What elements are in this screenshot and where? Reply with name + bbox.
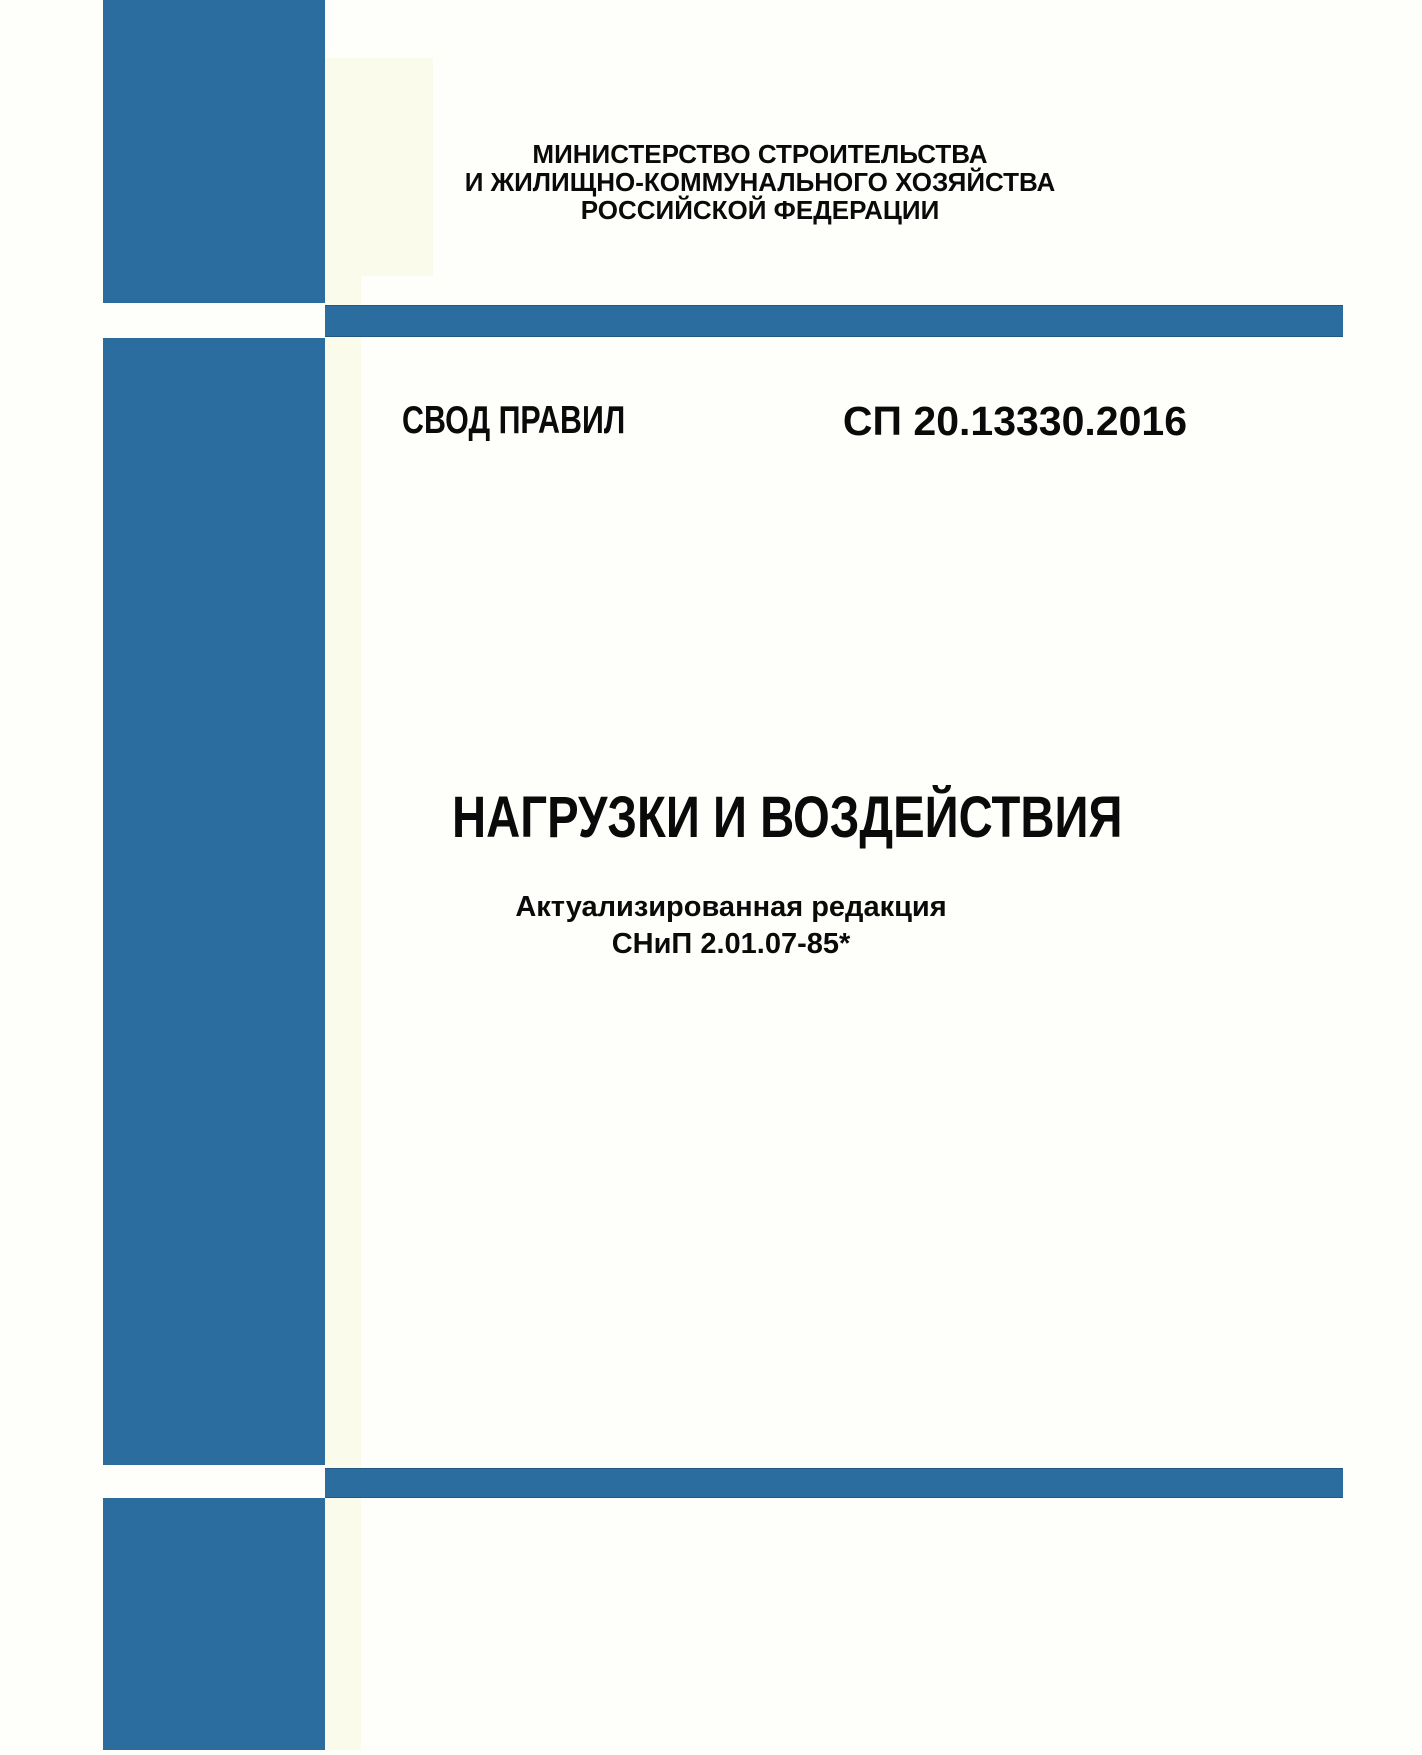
- document-type-label: СВОД ПРАВИЛ: [402, 399, 626, 442]
- ministry-line-3: РОССИЙСКОЙ ФЕДЕРАЦИИ: [580, 195, 940, 225]
- left-accent-bar-bottom: [103, 1498, 325, 1750]
- bottom-rule-bar: [325, 1468, 1343, 1498]
- ministry-line-1: МИНИСТЕРСТВО СТРОИТЕЛЬСТВА: [532, 139, 988, 169]
- subtitle-line-1: Актуализированная редакция: [515, 891, 947, 923]
- document-title: НАГРУЗКИ И ВОЗДЕЙСТВИЯ: [452, 785, 1123, 850]
- ministry-line-2: И ЖИЛИЩНО-КОММУНАЛЬНОГО ХОЗЯЙСТВА: [464, 167, 1056, 197]
- document-subtitle: [431, 889, 1031, 963]
- left-accent-bar-middle: [103, 338, 325, 1465]
- top-rule-bar: [325, 305, 1343, 337]
- paper-tint-bottom: [325, 1340, 361, 1750]
- ministry-name: [340, 140, 1180, 224]
- subtitle-line-2: СНиП 2.01.07-85*: [611, 928, 851, 960]
- document-number: СП 20.13330.2016: [842, 398, 1187, 444]
- left-accent-bar-top: [103, 0, 325, 303]
